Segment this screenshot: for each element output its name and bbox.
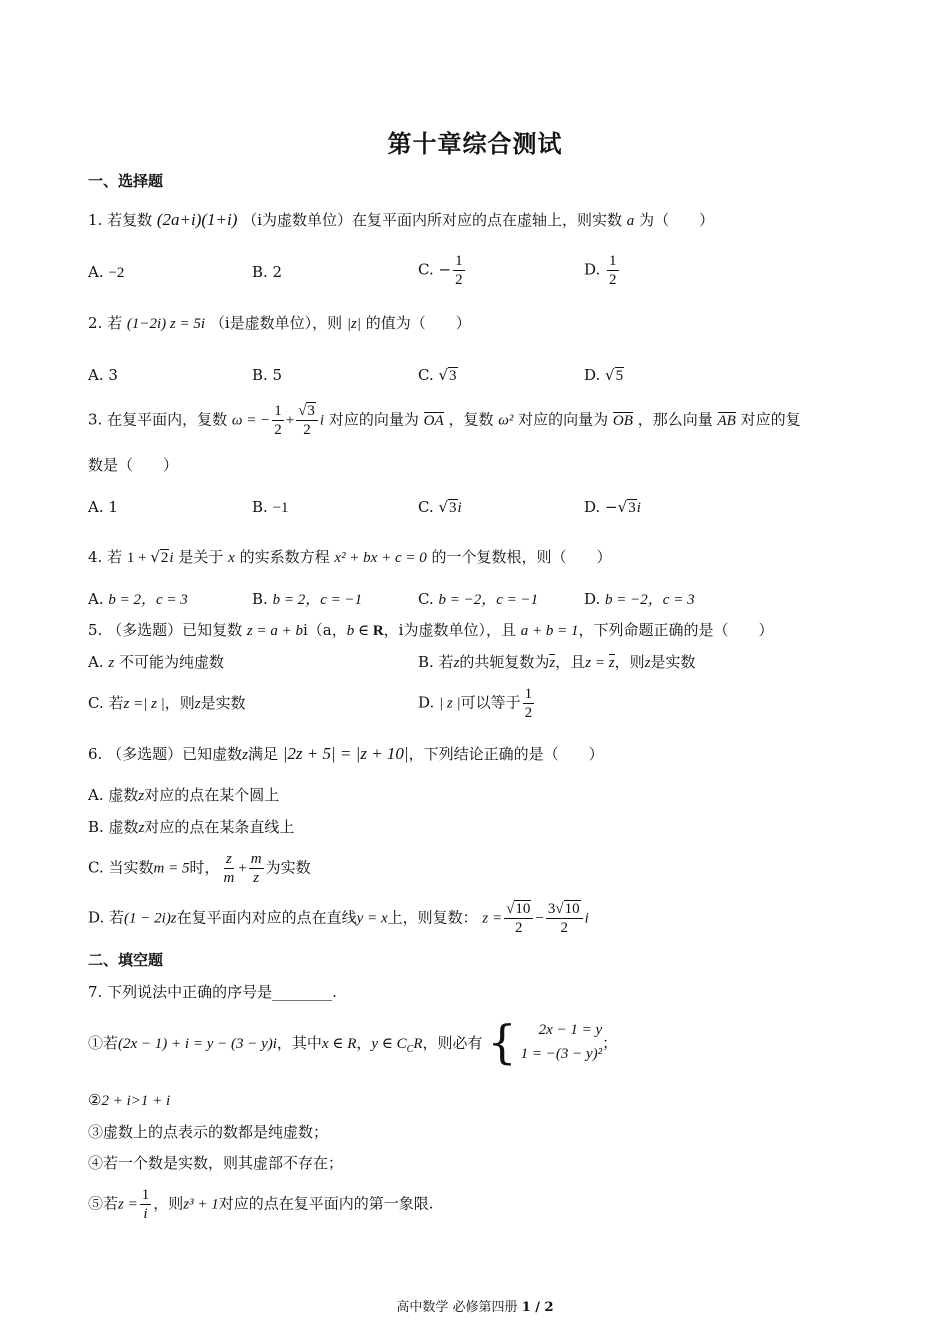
q1-option-c: C. − $\frac{1}{2}$ bbox=[418, 253, 463, 288]
q3-option-b: B. −1 bbox=[252, 498, 289, 516]
q4-option-b: B. b = 2，c = −1 bbox=[252, 590, 363, 608]
q7-statement-5: ⑤若z = $\frac{1}{i}$ ，则z³ + 1对应的点在复平面内的第一象限. bbox=[88, 1187, 434, 1222]
q2-option-d: D. √5 bbox=[584, 366, 624, 384]
q1-option-b: B. 2 bbox=[252, 263, 283, 281]
q1-d-fraction: $\frac{1}{2}$ bbox=[609, 253, 617, 288]
q1-expr: (2a+i)(1+i) bbox=[156, 210, 238, 229]
question-3: 3. 在复平面内，复数 ω = − $\frac{1}{2}$ + $\frac{√3}{2}$ i 对应的向量为 OA ，复数 ω² 对应的向量为 OB ，那么向量 AB 对应的复 bbox=[88, 403, 801, 438]
q5-option-c: C. 若z =| z |，则z是实数 bbox=[88, 694, 246, 712]
q7-statement-2: ②2 + i>1 + i bbox=[88, 1091, 171, 1109]
equation-system: { 2x − 1 = y 1 = −(3 − y)² bbox=[487, 1015, 603, 1069]
section-heading-fill: 二、填空题 bbox=[88, 951, 164, 969]
vector-ab: AB bbox=[717, 412, 736, 429]
q5-option-a: A. z 不可能为纯虚数 bbox=[88, 653, 225, 671]
q6-option-d: D. 若(1 − 2i)z在复平面内对应的点在直线y = x上，则复数： z = $\frac{√10}{2}$ − $\frac{3√10}{2}$ i bbox=[88, 901, 589, 936]
q5-option-d: D. | z |可以等于 $\frac{1}{2}$ bbox=[418, 686, 533, 721]
q1-c-fraction: $\frac{1}{2}$ bbox=[455, 253, 463, 288]
q3-line2: 数是（ ） bbox=[88, 456, 179, 474]
vector-oa: OA bbox=[423, 412, 444, 429]
q2-option-c: C. √3 bbox=[418, 366, 457, 384]
page-title: 第十章综合测试 bbox=[387, 129, 563, 158]
question-7: 7. 下列说法中正确的序号是________. bbox=[88, 983, 337, 1001]
page-footer: 高中数学 必修第四册 1 / 2 bbox=[396, 1300, 554, 1315]
vector-ob: OB bbox=[612, 412, 633, 429]
q1-end: 为（ ） bbox=[639, 211, 715, 229]
q3-option-a: A. 1 bbox=[88, 498, 118, 516]
page-number: 1 / 2 bbox=[521, 1300, 554, 1315]
question-5: 5. （多选题）已知复数 z = a + bi（a，b ∈ R，i为虚数单位），且 a + b = 1，下列命题正确的是（ ） bbox=[88, 621, 774, 639]
question-6: 6. （多选题）已知虚数z满足 |2z + 5| = |z + 10|，下列结论正确的是（ ） bbox=[88, 744, 604, 763]
question-1 bbox=[88, 210, 714, 231]
section-heading-choice: 一、选择题 bbox=[88, 172, 164, 190]
q2-abs: |z| bbox=[346, 316, 362, 332]
q7-statement-3: ③虚数上的点表示的数都是纯虚数； bbox=[88, 1123, 329, 1141]
q6-option-a: A. 虚数z对应的点在某个圆上 bbox=[88, 786, 280, 804]
q1-mid: （i为虚数单位）在复平面内所对应的点在虚轴上，则实数 bbox=[242, 211, 623, 229]
q4-option-d: D. b = −2，c = 3 bbox=[584, 590, 695, 608]
q7-statement-1: ①若(2x − 1) + i = y − (3 − y)i，其中x ∈ R，y ∈ $C_CR$，则必有 { 2x − 1 = y 1 = −(3 − y)² ； bbox=[88, 1015, 618, 1069]
q3-option-d: D. −√3i bbox=[584, 498, 641, 516]
q2-expr: (1−2i) z = 5i bbox=[126, 316, 206, 332]
q1-option-d: D. $\frac{1}{2}$ bbox=[584, 253, 617, 288]
q3-option-c: C. √3i bbox=[418, 498, 462, 516]
question-4: 4. 若 1 + √2i 是关于 x 的实系数方程 x² + bx + c = 0 的一个复数根，则（ ） bbox=[88, 548, 612, 566]
q4-option-c: C. b = −2，c = −1 bbox=[418, 590, 539, 608]
q1-option-a: A. −2 bbox=[88, 263, 125, 281]
q2-option-a: A. 3 bbox=[88, 366, 118, 384]
question-2: 2. 若 (1−2i) z = 5i （i是虚数单位），则 |z| 的值为（ ） bbox=[88, 314, 471, 332]
q6-option-c: C. 当实数m = 5时， $\frac{z}{m}$ + $\frac{m}{z}$ 为实数 bbox=[88, 851, 311, 886]
q1-var: a bbox=[626, 213, 635, 229]
q1-num: 1. 若复数 bbox=[88, 211, 153, 229]
q2-option-b: B. 5 bbox=[252, 366, 283, 384]
q6-option-b: B. 虚数z对应的点在某条直线上 bbox=[88, 818, 295, 836]
q4-option-a: A. b = 2，c = 3 bbox=[88, 590, 188, 608]
q5-option-b: B. 若z的共轭复数为z，且z = z，则z是实数 bbox=[418, 653, 696, 671]
q7-statement-4: ④若一个数是实数，则其虚部不存在； bbox=[88, 1154, 344, 1172]
